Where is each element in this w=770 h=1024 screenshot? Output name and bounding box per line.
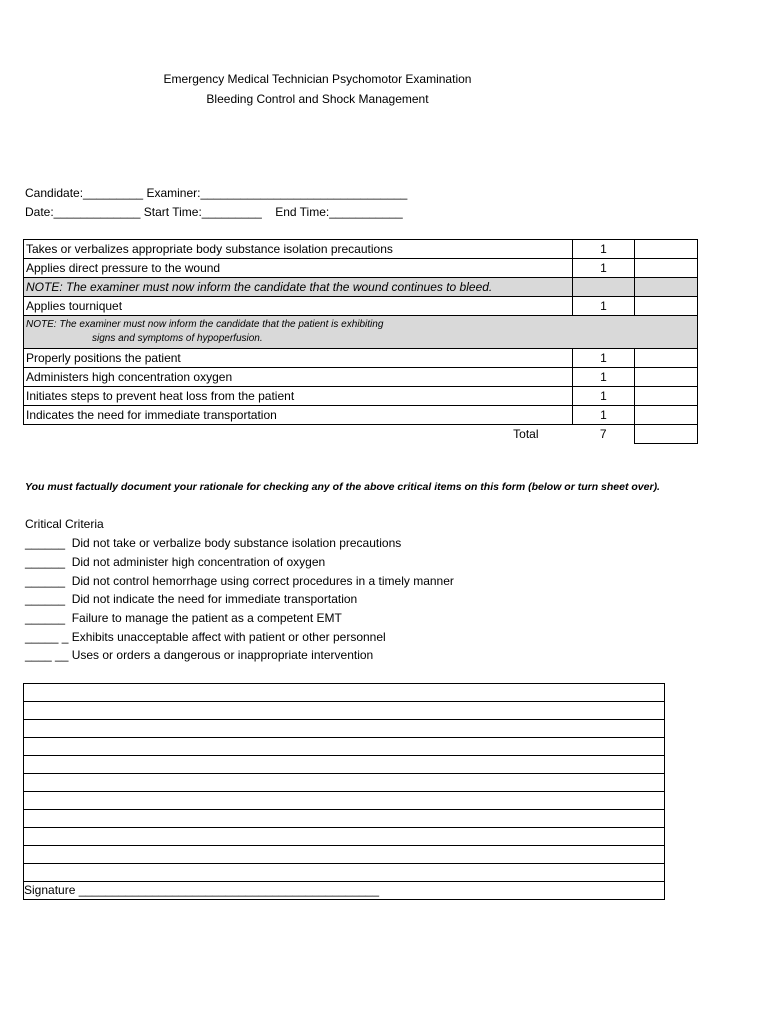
signature-line[interactable]: Signature _____________________________________________ — [24, 882, 665, 900]
critical-item[interactable]: ____ __ Uses or orders a dangerous or inappropriate intervention — [25, 648, 374, 662]
rationale-line[interactable] — [24, 792, 665, 810]
item-points: 1 — [573, 368, 635, 387]
date-time-line: Date:_____________ Start Time:_________ End Time:___________ — [25, 205, 403, 219]
total-label: Total — [513, 427, 539, 442]
note-row — [24, 316, 698, 349]
rationale-lines-table — [23, 683, 665, 900]
item-points — [573, 278, 635, 297]
item-points: 1 — [573, 349, 635, 368]
table-row — [24, 259, 698, 278]
critical-item[interactable]: _____ _ Exhibits unacceptable affect with patient or other personnel — [25, 630, 386, 644]
documentation-notice: You must factually document your rationale for checking any of the above critical items on this form (below or turn sheet over). — [25, 481, 660, 493]
table-row — [24, 368, 698, 387]
rationale-line[interactable] — [24, 846, 665, 864]
critical-item[interactable]: ______ Failure to manage the patient as a competent EMT — [25, 611, 342, 625]
score-cell[interactable] — [635, 387, 698, 406]
rationale-line[interactable] — [24, 810, 665, 828]
table-row — [24, 406, 698, 425]
critical-criteria-heading: Critical Criteria — [25, 517, 104, 531]
table-row — [24, 240, 698, 259]
score-cell[interactable] — [635, 368, 698, 387]
form-title: Emergency Medical Technician Psychomotor Examination — [163, 72, 472, 86]
score-cell[interactable] — [635, 259, 698, 278]
item-points: 1 — [573, 240, 635, 259]
critical-item[interactable]: ______ Did not indicate the need for immediate transportation — [25, 592, 358, 606]
rationale-line[interactable] — [24, 774, 665, 792]
scoring-table — [23, 239, 698, 444]
rationale-line[interactable] — [24, 756, 665, 774]
note-line-2: signs and symptoms of hypoperfusion. — [92, 333, 263, 344]
item-label: Administers high concentration oxygen — [24, 368, 573, 387]
total-value: 7 — [599, 427, 607, 442]
item-points: 1 — [573, 297, 635, 316]
item-label: Applies tourniquet — [24, 297, 573, 316]
score-cell — [635, 278, 698, 297]
note-text — [24, 316, 698, 349]
total-score-cell[interactable] — [635, 425, 698, 444]
total-row — [24, 425, 698, 444]
item-label: Takes or verbalizes appropriate body substance isolation precautions — [24, 240, 573, 259]
rationale-line[interactable] — [24, 828, 665, 846]
item-label: Applies direct pressure to the wound — [24, 259, 573, 278]
critical-item[interactable]: ______ Did not control hemorrhage using correct procedures in a timely manner — [25, 574, 454, 588]
item-points: 1 — [573, 259, 635, 278]
note-row — [24, 278, 698, 297]
item-label: Initiates steps to prevent heat loss from the patient — [24, 387, 573, 406]
score-cell[interactable] — [635, 240, 698, 259]
table-row — [24, 349, 698, 368]
rationale-line[interactable] — [24, 720, 665, 738]
item-label: Properly positions the patient — [24, 349, 573, 368]
score-cell[interactable] — [635, 349, 698, 368]
rationale-line[interactable] — [24, 684, 665, 702]
note-line-1: NOTE: The examiner must now inform the candidate that the patient is exhibiting — [26, 319, 384, 330]
form-subtitle: Bleeding Control and Shock Management — [206, 92, 429, 106]
table-row — [24, 297, 698, 316]
score-cell[interactable] — [635, 297, 698, 316]
item-points: 1 — [573, 406, 635, 425]
item-points: 1 — [573, 387, 635, 406]
rationale-line[interactable] — [24, 738, 665, 756]
note-text: NOTE: The examiner must now inform the candidate that the wound continues to bleed. — [24, 278, 573, 297]
table-row — [24, 387, 698, 406]
candidate-examiner-line: Candidate:_________ Examiner:_______________________________ — [25, 186, 408, 200]
rationale-line[interactable] — [24, 864, 665, 882]
score-cell[interactable] — [635, 406, 698, 425]
critical-item[interactable]: ______ Did not administer high concentration of oxygen — [25, 555, 326, 569]
rationale-line[interactable] — [24, 702, 665, 720]
critical-item[interactable]: ______ Did not take or verbalize body substance isolation precautions — [25, 536, 402, 550]
item-label: Indicates the need for immediate transportation — [24, 406, 573, 425]
